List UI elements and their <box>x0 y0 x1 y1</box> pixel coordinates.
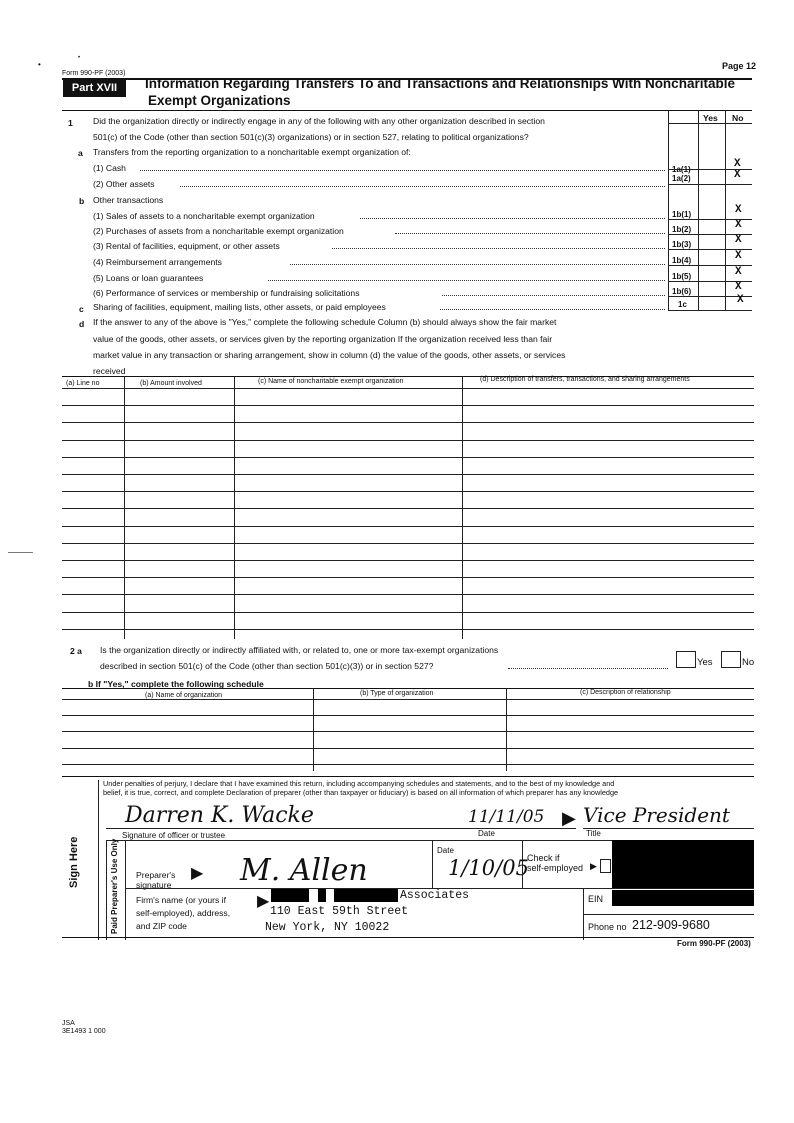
scan-mark: • <box>38 60 41 69</box>
question-2b-text: b If "Yes," complete the following schedule <box>88 679 264 689</box>
line-1b5-answer: X <box>735 266 742 278</box>
jsa-label: JSA <box>62 1020 75 1027</box>
page-number: Page 12 <box>722 61 757 71</box>
scan-mark: • <box>78 55 81 61</box>
line-1b5-code: 1b(5) <box>672 272 692 281</box>
form-reference: Form 990-PF (2003) <box>62 70 126 77</box>
table-row <box>62 491 754 492</box>
line-d-text-2: value of the goods, other assets, or services given by the reporting organization If the organization received less than fair <box>93 334 553 344</box>
table-row <box>62 748 754 749</box>
line-1b3-code: 1b(3) <box>672 240 692 249</box>
line-1b5-label: (5) Loans or loan guarantees <box>93 273 204 283</box>
check-self-employed-label-2: self-employed <box>527 863 584 873</box>
line-1b1-answer: X <box>735 204 742 216</box>
table-row <box>62 629 754 630</box>
schedule-col-c-header: (c) Description of relationship <box>580 689 671 696</box>
line-d-text-4: received <box>93 366 126 376</box>
line-1b2-code: 1b(2) <box>672 225 692 234</box>
footer-form-reference: Form 990-PF (2003) <box>677 939 751 948</box>
line-1b2-answer: X <box>735 219 742 231</box>
table-row <box>62 594 754 595</box>
firm-address-city: New York, NY 10022 <box>265 921 390 934</box>
table-row <box>62 526 754 527</box>
no-column-header: No <box>732 113 744 123</box>
col-a-header: (a) Line no <box>66 380 100 387</box>
redaction-block <box>612 840 754 888</box>
question-1-text: Did the organization directly or indirectly engage in any of the following with any other organization described in section <box>93 116 545 126</box>
question-2a-no-label: No <box>742 657 755 668</box>
line-d-text-3: market value in any transaction or sharing arrangement, show in column (d) the value of the goods, other assets, or services <box>93 350 566 360</box>
table-row <box>62 715 754 716</box>
line-1a1-code: 1a(1) <box>672 165 691 174</box>
jsa-code: 3E1493 1 000 <box>62 1028 106 1035</box>
line-1b1-code: 1b(1) <box>672 210 692 219</box>
firm-label-3: and ZIP code <box>136 921 187 931</box>
question-2a-text-2: described in section 501(c) of the Code (other than section 501(c)(3)) or in section 527? <box>100 661 434 671</box>
line-1b1-label: (1) Sales of assets to a noncharitable exempt organization <box>93 211 315 221</box>
question-2a-yes-label: Yes <box>697 657 713 668</box>
col-b-header: (b) Amount involved <box>140 380 202 387</box>
line-1b3-answer: X <box>735 234 742 246</box>
line-1b6-label: (6) Performance of services or membership or fundraising solicitations <box>93 288 360 298</box>
line-1b4-label: (4) Reimbursement arrangements <box>93 257 222 267</box>
line-1a1-answer: X <box>734 158 741 170</box>
preparer-date: 1/10/05 <box>448 856 529 880</box>
officer-title: Vice President <box>583 803 730 827</box>
table-row <box>62 508 754 509</box>
firm-label-2: self-employed), address, <box>136 908 231 918</box>
schedule-col-b-header: (b) Type of organization <box>360 690 434 697</box>
question-2a-number: 2 a <box>70 646 82 656</box>
firm-address-street: 110 East 59th Street <box>270 905 409 918</box>
firm-label: Firm's name (or yours if <box>136 895 226 905</box>
firm-name: Associates <box>400 889 470 902</box>
officer-date: 11/11/05 <box>468 807 545 827</box>
question-1-number: 1 <box>68 118 73 128</box>
part-label: Part XVII <box>63 80 126 97</box>
paid-preparer-label: Paid Preparer's Use Only <box>110 838 119 934</box>
title-label: Title <box>586 829 601 838</box>
line-1c-answer: X <box>737 294 744 306</box>
line-a-letter: a <box>78 148 83 158</box>
arrow-icon: ▶ <box>191 865 204 882</box>
line-c-letter: c <box>79 304 84 314</box>
redaction-block <box>612 890 754 906</box>
arrow-icon: ▶ <box>562 808 576 828</box>
phone-number: 212-909-9680 <box>632 918 710 932</box>
signature-label: Signature of officer or trustee <box>122 831 226 840</box>
line-1b4-answer: X <box>735 250 742 262</box>
arrow-icon: ▶ <box>257 893 270 910</box>
officer-signature: Darren K. Wacke <box>125 803 314 828</box>
table-row <box>62 474 754 475</box>
table-row <box>62 405 754 406</box>
redaction-block <box>318 889 326 902</box>
arrow-icon: ▶ <box>590 861 597 871</box>
line-1b6-code: 1b(6) <box>672 287 692 296</box>
question-1-text-2: 501(c) of the Code (other than section 501(c)(3) organizations) or in section 527, relating to political organizations? <box>93 132 529 142</box>
table-row <box>62 699 754 700</box>
line-1b2-label: (2) Purchases of assets from a noncharitable exempt organization <box>93 226 344 236</box>
table-row <box>62 440 754 441</box>
date-label: Date <box>478 829 495 838</box>
question-2a-no-checkbox[interactable] <box>721 651 741 668</box>
sign-here-label: Sign Here <box>68 836 80 888</box>
line-d-text-1: If the answer to any of the above is "Yes," complete the following schedule Column (b) should always show the fair market <box>93 317 557 327</box>
line-d-letter: d <box>79 319 85 329</box>
preparer-label-2: signature <box>136 880 172 890</box>
table-row <box>62 388 754 389</box>
preparer-signature: M. Allen <box>240 853 368 888</box>
line-a-text: Transfers from the reporting organization to a noncharitable exempt organization of: <box>93 147 411 157</box>
line-b-letter: b <box>79 196 85 206</box>
line-1b4-code: 1b(4) <box>672 256 692 265</box>
line-1b6-answer: X <box>735 281 742 293</box>
redaction-block <box>334 889 398 902</box>
self-employed-checkbox[interactable] <box>600 859 611 873</box>
question-2a-yes-checkbox[interactable] <box>676 651 696 668</box>
question-2a-text: Is the organization directly or indirectly affiliated with, or related to, one or more tax-exempt organizations <box>100 645 499 655</box>
penalty-statement-2: belief, it is true, correct, and complete Declaration of preparer (other than taxpayer or fiduciary) is based on all information of which preparer has any knowledge <box>103 788 619 797</box>
line-1b3-label: (3) Rental of facilities, equipment, or other assets <box>93 241 280 251</box>
table-row <box>62 764 754 765</box>
table-row <box>62 422 754 423</box>
penalty-statement: Under penalties of perjury, I declare that I have examined this return, including accompanying schedules and statements, and to the best of my knowledge and <box>103 779 615 788</box>
table-row <box>62 543 754 544</box>
table-row <box>62 731 754 732</box>
table-row <box>62 612 754 613</box>
line-1c-code: 1c <box>678 300 687 309</box>
table-row <box>62 560 754 561</box>
part-title-line1: Information Regarding Transfers To and Transactions and Relationships With Noncharitable <box>145 76 735 91</box>
yes-column-header: Yes <box>703 113 718 123</box>
table-row <box>62 577 754 578</box>
preparer-label: Preparer's <box>136 870 176 880</box>
line-1a2-answer: X <box>734 169 741 181</box>
line-1a2-label: (2) Other assets <box>93 179 155 189</box>
part-title-line2: Exempt Organizations <box>148 93 291 108</box>
check-self-employed-label: Check if <box>527 853 560 863</box>
col-c-header: (c) Name of noncharitable exempt organization <box>258 378 404 385</box>
table-row <box>62 457 754 458</box>
phone-label: Phone no <box>588 922 627 932</box>
line-b-text: Other transactions <box>93 195 164 205</box>
line-c-text: Sharing of facilities, equipment, mailing lists, other assets, or paid employees <box>93 302 386 312</box>
schedule-col-a-header: (a) Name of organization <box>145 692 223 699</box>
preparer-date-label: Date <box>437 846 454 855</box>
redaction-block <box>271 889 309 902</box>
ein-label: EIN <box>588 894 604 904</box>
line-1a2-code: 1a(2) <box>672 174 691 183</box>
line-1a1-label: (1) Cash <box>93 163 126 173</box>
col-d-header: (d) Description of transfers, transactions, and sharing arrangements <box>480 376 690 383</box>
